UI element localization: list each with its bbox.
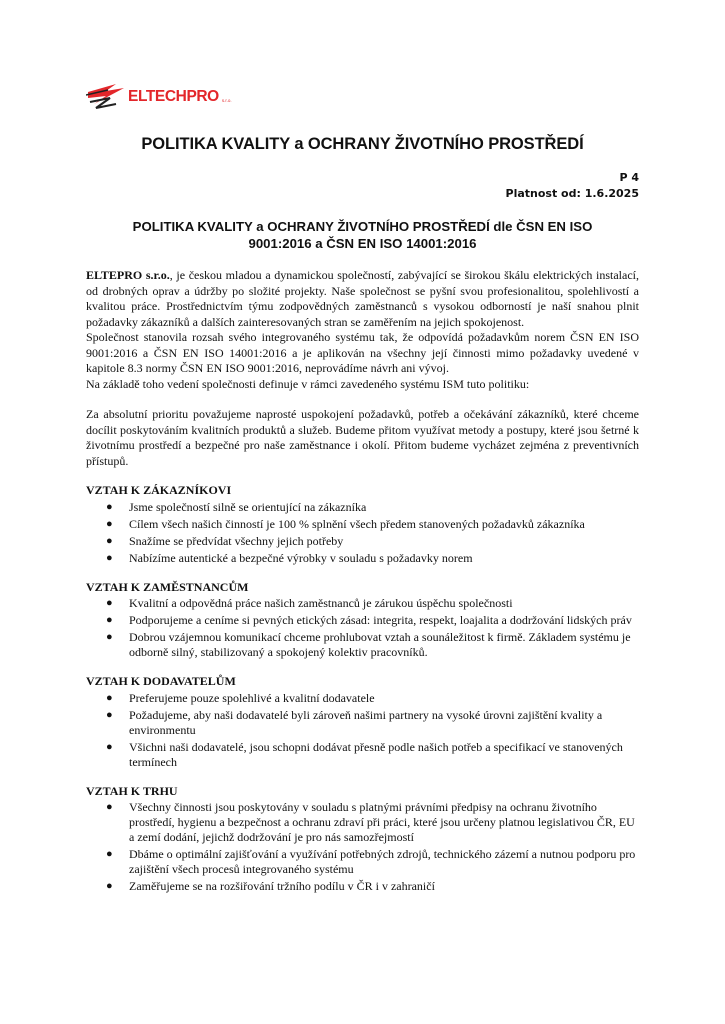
- intro-paragraph-4: Za absolutní prioritu považujeme naprosté uspokojení požadavků, potřeb a očekávání zákazníků, které chceme docílit poskytováním kvalitních produktů a služeb. Budeme přitom využívat metody a postupy, které jsou šetrné k životnímu prostředí a bezpečné pro naše zaměstnance i okolí. Přitom budeme vycházet zejména z preventivních přístupů.: [86, 407, 639, 468]
- list-item: ● Požadujeme, aby naši dodavatelé byli zároveň našimi partnery na vysoké úrovni zajištění kvality a environmentu: [106, 707, 603, 737]
- list-item: ● Nabízíme autentické a bezpečné výrobky v souladu s požadavky norem: [106, 550, 473, 565]
- policy-body: [86, 268, 639, 896]
- logo-lightning-icon: [86, 82, 126, 112]
- section-employees: [86, 580, 639, 661]
- bullet-icon: ●: [106, 848, 113, 860]
- bullet-icon: ●: [106, 708, 113, 721]
- bullet-list: [86, 500, 639, 566]
- validity-date: Platnost od: 1.6.2025: [505, 187, 639, 200]
- bullet-icon: ●: [106, 597, 113, 609]
- bullet-icon: ●: [106, 880, 113, 892]
- page-title: POLITIKA KVALITY a OCHRANY ŽIVOTNÍHO PROSTŘEDÍ: [141, 135, 584, 153]
- list-item: ● Podporujeme a ceníme si pevných etických zásad: integrita, respekt, loajalita a dodržování lidských práv: [106, 613, 632, 627]
- subtitle-line-1: POLITIKA KVALITY a OCHRANY ŽIVOTNÍHO PROSTŘEDÍ dle ČSN EN ISO: [132, 219, 593, 234]
- bullet-icon: ●: [106, 517, 113, 530]
- section-market: [86, 784, 639, 895]
- section-heading: VZTAH K TRHU: [86, 783, 178, 798]
- list-item: ● Snažíme se předvídat všechny jejich potřeby: [106, 533, 344, 548]
- list-item: ● Zaměřujeme se na rozšiřování tržního podílu v ČR i v zahraničí: [106, 879, 435, 893]
- intro-text-1: , je českou mladou a dynamickou společností, zabývající se širokou škálu elektrických instalací, od drobných oprav a údržby po složité projekty. Naše společnost se pyšní svou profesionalitou, spolehlivostí a kvalitou práce. Prostřednictvím týmu zodpovědných zaměstnanců s vysokou odborností je naší snahou plnit požadavky zákazníků a dalších zainteresovaných stran se zaměřením na jejich spokojenost.: [86, 268, 639, 329]
- section-heading: VZTAH K ZÁKAZNÍKOVI: [86, 483, 232, 497]
- bullet-icon: ●: [106, 500, 113, 513]
- intro-paragraph-1: [86, 268, 639, 330]
- logo-wordmark: ELTECHPRO: [128, 88, 219, 105]
- list-item: ● Všechny činnosti jsou poskytovány v souladu s platnými právními předpisy na ochranu životního prostředí, hygienu a bezpečnost a ochranu zdraví při práci, které jsou určeny platnou legislativou ČR, EU a zemí dodání, jejichž dodržování je pro nás samozřejmostí: [106, 800, 635, 844]
- section-customers: [86, 483, 639, 566]
- section-suppliers: [86, 674, 639, 770]
- bullet-icon: ●: [106, 691, 113, 704]
- section-heading: VZTAH K ZAMĚSTNANCŮM: [86, 579, 249, 594]
- list-item: ● Kvalitní a odpovědná práce našich zaměstnanců je zárukou úspěchu společnosti: [106, 596, 513, 610]
- subtitle-line-2: 9001:2016 a ČSN EN ISO 14001:2016: [248, 236, 477, 251]
- section-heading: VZTAH K DODAVATELŮM: [86, 674, 236, 688]
- bullet-list: [86, 691, 639, 770]
- intro-paragraph-3: Na základě toho vedení společnosti definuje v rámci zavedeného systému ISM tuto politiku:: [86, 376, 530, 391]
- bullet-list: [86, 800, 639, 894]
- bullet-icon: ●: [106, 614, 113, 626]
- list-item: ● Všichni naši dodavatelé, jsou schopni dodávat přesně podle našich potřeb a specifikací ve stanovených termínech: [106, 739, 623, 769]
- bullet-icon: ●: [106, 740, 113, 753]
- list-item: ● Preferujeme pouze spolehlivé a kvalitní dodavatele: [106, 690, 375, 705]
- bullet-icon: ●: [106, 534, 113, 547]
- document-code: P 4: [619, 171, 639, 184]
- company-logo: [86, 80, 232, 114]
- bullet-icon: ●: [106, 801, 113, 813]
- logo-suffix: s.r.o.: [221, 97, 232, 103]
- list-item: ● Dbáme o optimální zajišťování a využívání potřebných zdrojů, technického zázemí a nutnou podporu pro zajištění všech procesů integrovaného systému: [106, 847, 636, 876]
- bullet-icon: ●: [106, 551, 113, 564]
- policy-subtitle: [86, 218, 639, 252]
- intro-paragraph-2: Společnost stanovila rozsah svého integrovaného systému tak, že odpovídá požadavkům norem ČSN EN ISO 9001:2016 a ČSN EN ISO 14001:2016 a je aplikován na všechny její činnosti mimo požadavky uvedené v kapitole 8.3 normy ČSN EN ISO 9001:2016, neprovádíme návrh ani vývoj.: [86, 330, 639, 375]
- bullet-list: [86, 596, 639, 660]
- list-item: ● Jsme společností silně se orientující na zákazníka: [106, 499, 367, 514]
- company-name: ELTEPRO s.r.o.: [86, 268, 170, 282]
- bullet-icon: ●: [106, 631, 113, 643]
- list-item: ● Cílem všech našich činností je 100 % splnění všech předem stanovených požadavků zákazníka: [106, 516, 585, 531]
- list-item: ● Dobrou vzájemnou komunikací chceme prohlubovat vztah a sounáležitost k firmě. Základem systému je odborně silný, stabilizovaný a spokojený kolektiv pracovníků.: [106, 630, 631, 659]
